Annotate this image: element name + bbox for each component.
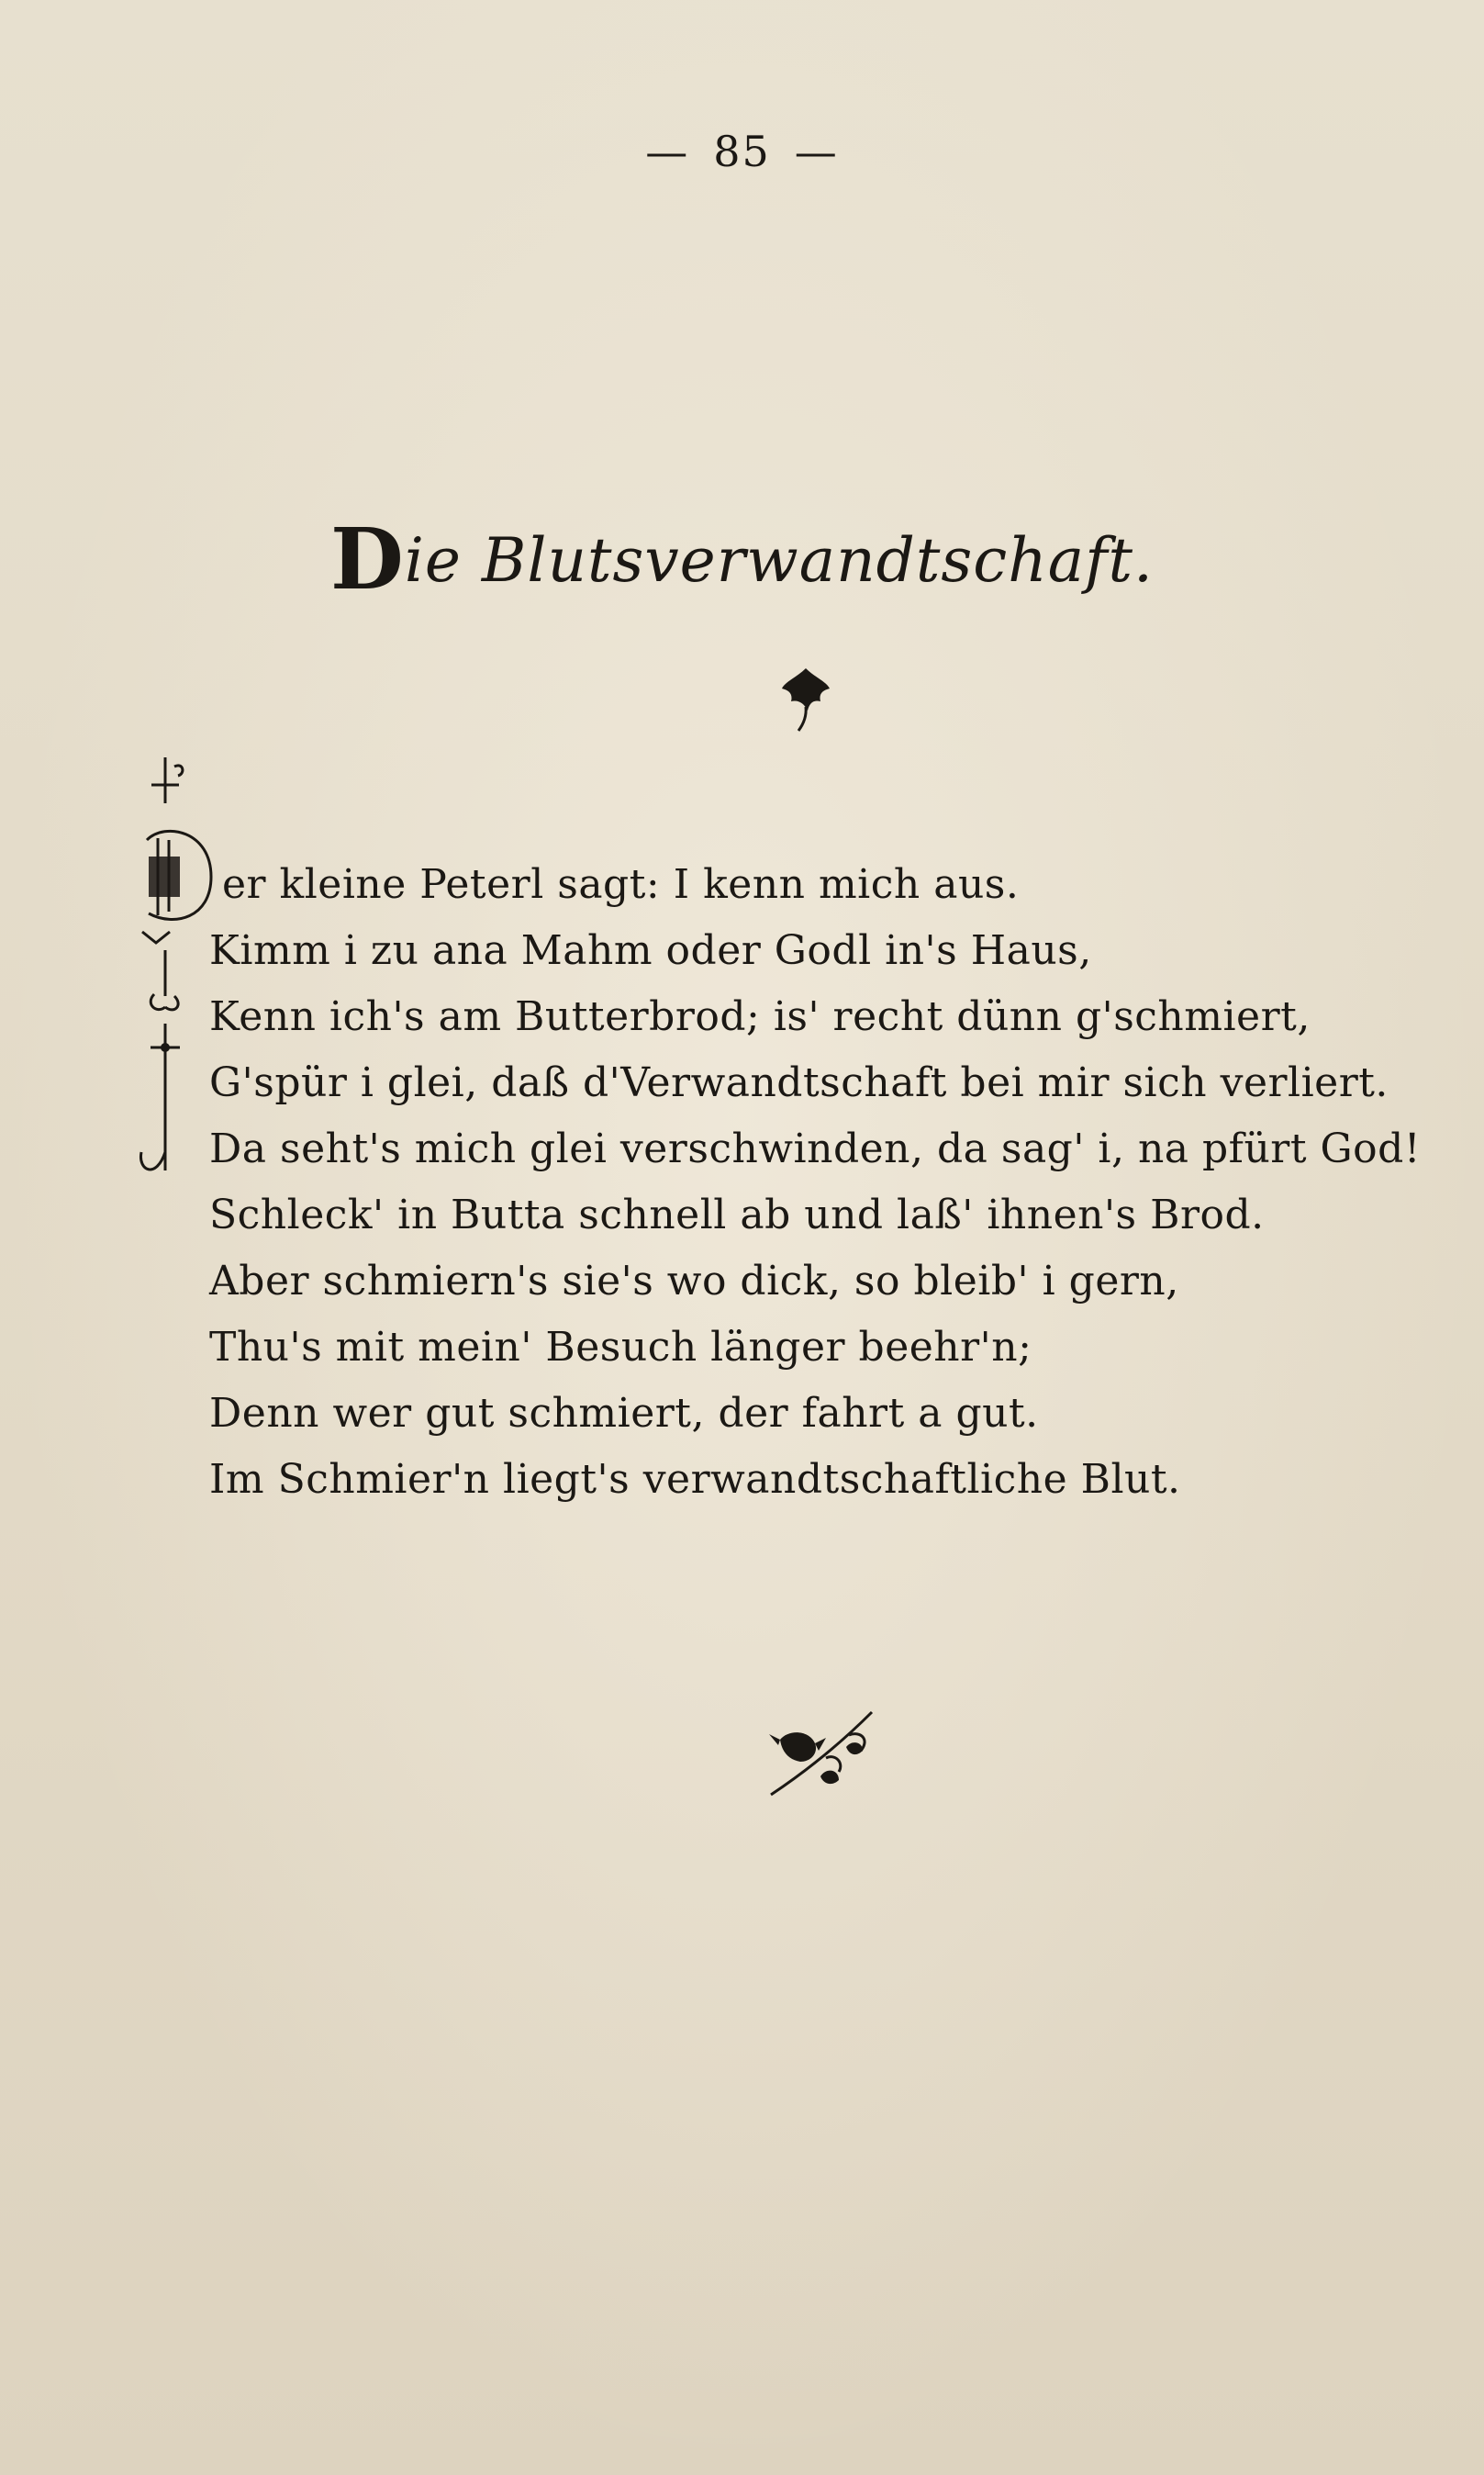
leaf-ornament-icon bbox=[778, 661, 833, 734]
poem-line: Kimm i zu ana Mahm oder Godl in's Haus, bbox=[209, 927, 1092, 974]
poem-title bbox=[0, 510, 1484, 609]
poem-line: Aber schmiern's sie's wo dick, so bleib' i gern, bbox=[209, 1258, 1179, 1305]
bird-branch-ornament-icon bbox=[762, 1703, 881, 1804]
poem-line: Kenn ich's am Butterbrod; is' recht dünn g'schmiert, bbox=[209, 993, 1311, 1040]
page-number-dash-left: — bbox=[645, 127, 690, 176]
poem-title-initial: D bbox=[329, 510, 405, 609]
poem-line: er kleine Peterl sagt: I kenn mich aus. bbox=[222, 861, 1020, 908]
poem-line: Thu's mit mein' Besuch länger beehr'n; bbox=[209, 1324, 1032, 1371]
poem-line: Da seht's mich glei verschwinden, da sag' i, na pfürt God! bbox=[209, 1126, 1421, 1172]
ornamental-dropcap-icon bbox=[138, 748, 220, 1180]
poem-line: G'spür i glei, daß d'Verwandtschaft bei mir sich verliert. bbox=[209, 1059, 1389, 1106]
page-number-dash-right: — bbox=[794, 127, 839, 176]
poem-line: Im Schmier'n liegt's verwandtschaftliche Blut. bbox=[209, 1456, 1181, 1503]
page-number bbox=[0, 127, 1484, 176]
page-number-value: 85 bbox=[713, 127, 771, 176]
poem-line: Denn wer gut schmiert, der fahrt a gut. bbox=[209, 1390, 1039, 1437]
poem-line: Schleck' in Butta schnell ab und laß' ihnen's Brod. bbox=[209, 1192, 1265, 1238]
poem-title-rest: ie Blutsverwandtschaft. bbox=[404, 525, 1155, 596]
